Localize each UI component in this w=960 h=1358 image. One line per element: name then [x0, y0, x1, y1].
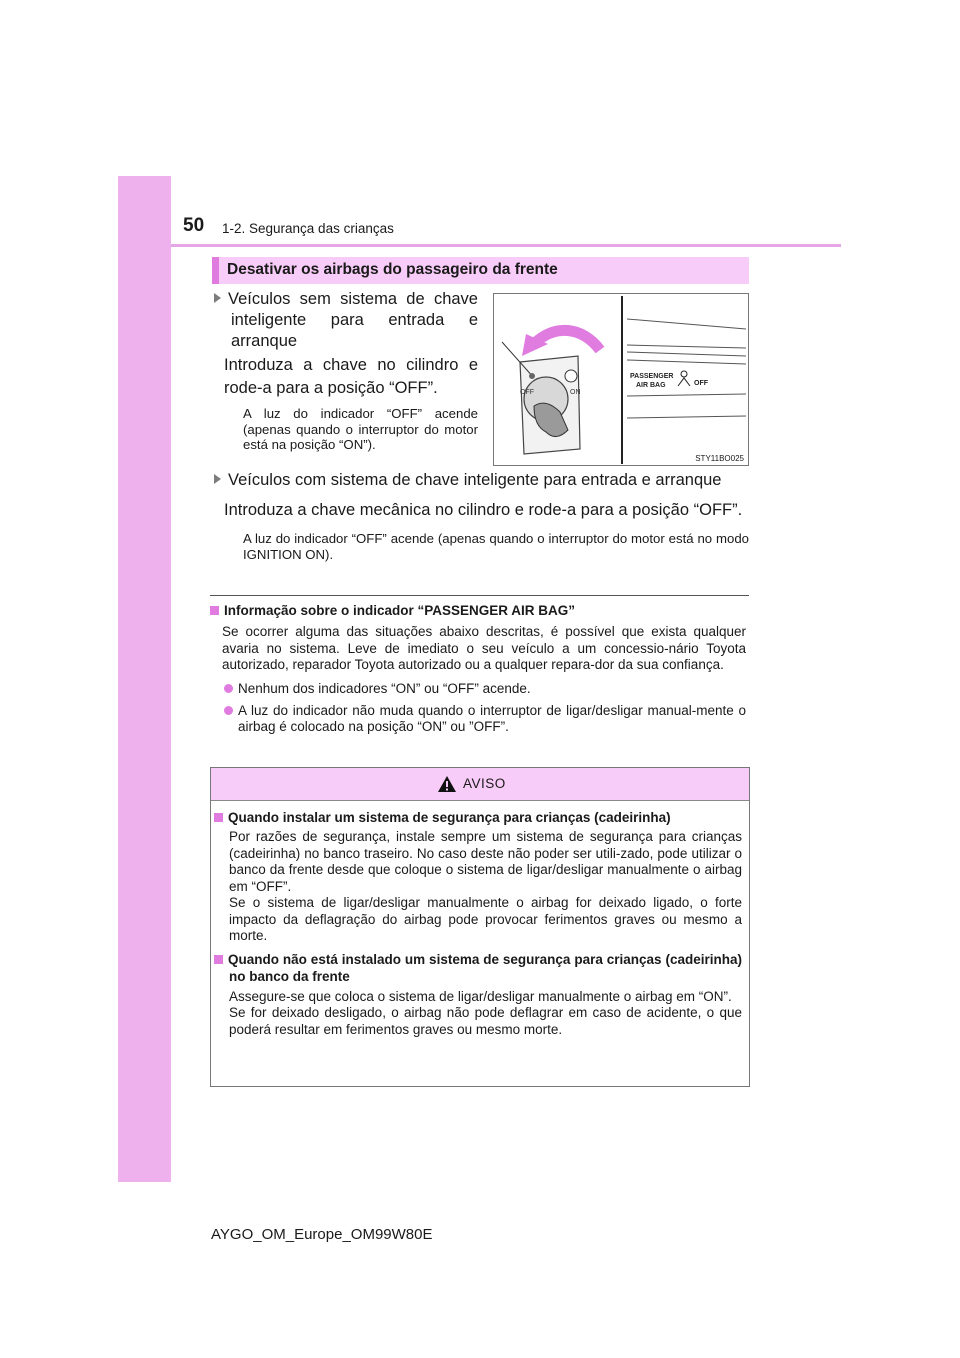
switch-on-label: ON	[570, 389, 581, 396]
warning-content	[214, 810, 742, 1038]
topic-heading-bar	[212, 257, 749, 284]
warning-triangle-icon	[437, 775, 457, 793]
illustration-code: STY11BO025	[695, 454, 744, 463]
footer-document-code: AYGO_OM_Europe_OM99W80E	[211, 1226, 433, 1243]
page-number: 50	[183, 215, 205, 236]
indicator-info-section	[210, 603, 746, 735]
key-switch-illustration	[493, 293, 749, 466]
with-smart-key-heading: Veículos com sistema de chave inteligente para entrada e arranque	[214, 470, 749, 491]
without-smart-key-heading: Veículos sem sistema de chave inteligente para entrada e arranque	[214, 289, 478, 352]
circle-bullet-icon	[224, 706, 233, 715]
with-smart-key-instruction: Introduza a chave mecânica no cilindro e rode-a para a posição “OFF”.	[224, 501, 743, 519]
info-heading: Informação sobre o indicador “PASSENGER AIR BAG”	[210, 603, 746, 618]
airbag-indicator-icon	[678, 371, 690, 386]
section-title: 1-2. Segurança das crianças	[222, 221, 394, 236]
square-bullet-icon	[210, 606, 219, 615]
info-bullet: A luz do indicador não muda quando o interruptor de ligar/desligar manual-mente o airbag é colocado na posição “ON” ou ”OFF”.	[210, 703, 746, 735]
warning-box	[210, 767, 750, 1087]
triangle-bullet-icon	[214, 474, 221, 484]
passenger-airbag-switch-drawing	[494, 294, 748, 465]
chapter-sidebar-tab	[118, 176, 171, 1182]
with-smart-key-section	[212, 470, 749, 562]
without-smart-key-instruction: Introduza a chave no cilindro e rode-a para a posição “OFF”.	[224, 356, 478, 397]
warning-section2-text: Se for deixado desligado, o airbag não pode deflagrar em caso de acidente, o que poderá resultar em ferimentos graves ou mesmo morte.	[229, 1005, 742, 1037]
square-bullet-icon	[214, 813, 223, 822]
with-smart-key-note: A luz do indicador “OFF” acende (apenas quando o interruptor do motor está no modo IGNITION ON).	[243, 531, 749, 562]
warning-section1-text: Se o sistema de ligar/desligar manualmente o airbag for deixado ligado, o forte impacto da deflagração do airbag pode provocar ferimentos graves ou mesmo a morte.	[229, 895, 742, 943]
switch-off-label: OFF	[520, 389, 534, 396]
without-smart-key-section	[212, 289, 478, 453]
warning-section2-text: Assegure-se que coloca o sistema de ligar/desligar manualmente o airbag em “ON”.	[229, 988, 732, 1004]
panel-off-label: OFF	[694, 380, 708, 387]
triangle-bullet-icon	[214, 293, 221, 303]
panel-airbag-label: AIR BAG	[636, 382, 666, 389]
warning-section1-text: Por razões de segurança, instale sempre um sistema de segurança para crianças (cadeirinha) no banco traseiro. No caso deste não poder ser utili-zado, pode utilizar o banco da frente desde que coloque o sistema de ligar/desligar manualmente o airbag em “OFF”.	[229, 829, 742, 894]
warning-section1-heading: Quando instalar um sistema de segurança para crianças (cadeirinha)	[214, 810, 742, 825]
header-divider	[171, 244, 841, 247]
warning-header	[211, 768, 749, 801]
info-bullet: Nenhum dos indicadores “ON” ou “OFF” acende.	[210, 681, 746, 697]
topic-title: Desativar os airbags do passageiro da frente	[227, 261, 558, 278]
circle-bullet-icon	[224, 684, 233, 693]
info-body: Se ocorrer alguma das situações abaixo descritas, é possível que exista qualquer avaria no sistema. Leve de imediato o seu veículo a um concessio-nário Toyota autorizado, reparador Toyota autorizado ou a qualquer repara-dor da sua confiança.	[222, 624, 746, 672]
without-smart-key-note: A luz do indicador “OFF” acende (apenas quando o interruptor do motor está na posição “ON”).	[243, 406, 478, 452]
warning-title: AVISO	[463, 776, 506, 791]
warning-section2-heading: Quando não está instalado um sistema de segurança para crianças (cadeirinha) no banco da frente	[214, 951, 742, 985]
section-divider	[210, 595, 749, 596]
square-bullet-icon	[214, 955, 223, 964]
panel-passenger-label: PASSENGER	[630, 373, 674, 380]
